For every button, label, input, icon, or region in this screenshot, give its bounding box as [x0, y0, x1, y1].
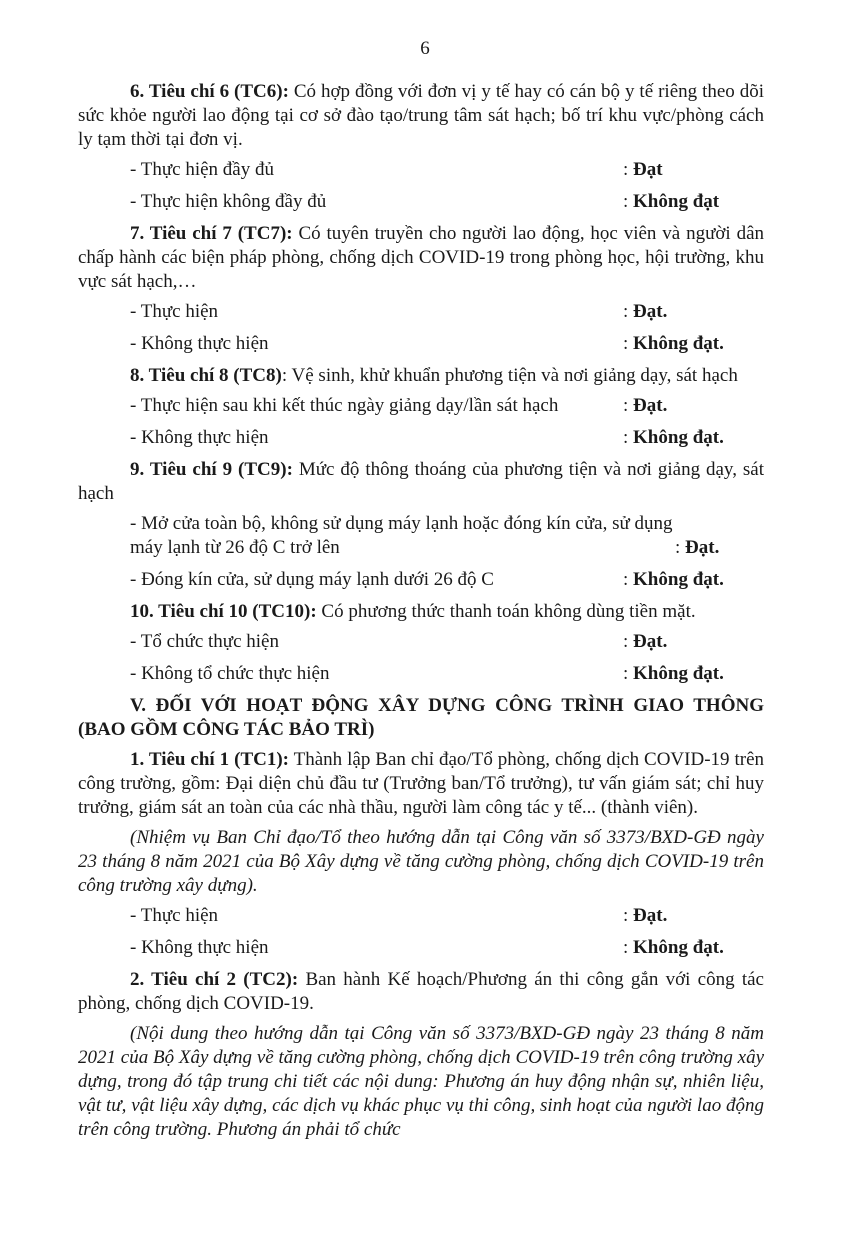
criterion-label: 7. Tiêu chí 7 (TC7):	[130, 223, 293, 244]
guidance-note: (Nhiệm vụ Ban Chỉ đạo/Tổ theo hướng dẫn tại Công văn số 3373/BXD-GĐ ngày 23 tháng 8 năm 2021 của Bộ Xây dựng về tăng cường phòng, chống dịch COVID-19 trên công trường xây dựng).	[78, 827, 764, 896]
option-separator: :	[623, 301, 634, 322]
criterion-option	[78, 662, 764, 686]
document-body	[78, 80, 764, 1148]
option-description: - Thực hiện	[130, 301, 219, 322]
criterion-text: Mức độ thông thoáng của phương tiện và nơi giảng dạy, sát hạch	[78, 459, 764, 504]
criterion-option	[78, 300, 764, 324]
option-value: Đạt.	[685, 537, 720, 558]
criterion-text: Có tuyên truyền cho người lao động, học viên và người dân chấp hành các biện pháp phòng, chống dịch COVID-19 trong phòng học, hội trường, khu vực sát hạch,…	[78, 223, 764, 292]
option-result	[623, 190, 719, 214]
option-value: Không đạt	[633, 191, 720, 212]
option-description: - Không tổ chức thực hiện	[130, 663, 330, 684]
option-separator: :	[623, 191, 634, 212]
option-result	[623, 426, 724, 450]
option-value: Không đạt.	[633, 427, 724, 448]
option-value: Đạt.	[633, 395, 668, 416]
option-value: Không đạt.	[633, 333, 724, 354]
criterion-text: Thành lập Ban chỉ đạo/Tổ phòng, chống dịch COVID-19 trên công trường, gồm: Đại diện chủ đầu tư (Trưởng ban/Tổ trưởng), tư vấn giám sát; chỉ huy trưởng, giám sát an toàn của các nhà thầu, người làm công tác y tế... (thành viên).	[78, 749, 765, 818]
criterion-paragraph	[78, 364, 764, 388]
criterion-option	[78, 394, 764, 418]
option-separator: :	[623, 937, 634, 958]
option-separator: :	[623, 427, 634, 448]
option-value: Đạt.	[633, 301, 668, 322]
guidance-note: (Nội dung theo hướng dẫn tại Công văn số 3373/BXD-GĐ ngày 23 tháng 8 năm 2021 của Bộ Xây dựng về tăng cường phòng, chống dịch COVID-19 trên công trường xây dựng, trong đó tập trung chi tiết các nội dung: Phương án huy động nhận sự, nhiên liệu, vật tư, vật liệu xây dựng, các dịch vụ khác phục vụ thi công, sinh hoạt của người lao động trên công trường. Phương án phải tổ chức	[78, 1023, 764, 1140]
option-separator: :	[623, 569, 634, 590]
option-separator: :	[623, 631, 634, 652]
option-separator: :	[623, 333, 634, 354]
option-description: - Tổ chức thực hiện	[130, 631, 279, 652]
criterion-option	[78, 630, 764, 654]
criterion-option	[78, 568, 764, 592]
option-result	[623, 904, 667, 928]
option-value: Đạt.	[633, 631, 668, 652]
option-description: - Thực hiện	[130, 905, 219, 926]
option-description: - Không thực hiện	[130, 937, 269, 958]
criterion-option	[78, 426, 764, 450]
option-description: - Thực hiện đầy đủ	[130, 159, 274, 180]
criterion-paragraph	[78, 458, 764, 506]
criterion-paragraph	[78, 748, 764, 820]
criterion-option	[78, 936, 764, 960]
criterion-paragraph	[78, 222, 764, 294]
option-description: - Đóng kín cửa, sử dụng máy lạnh dưới 26 độ C	[130, 569, 494, 590]
option-result	[623, 630, 667, 654]
option-result	[623, 936, 724, 960]
section-heading: V. ĐỐI VỚI HOẠT ĐỘNG XÂY DỰNG CÔNG TRÌNH GIAO THÔNG (BAO GỒM CÔNG TÁC BẢO TRÌ)	[78, 695, 764, 740]
option-description-tail: máy lạnh từ 26 độ C trở lên	[130, 537, 340, 558]
criterion-text: : Vệ sinh, khử khuẩn phương tiện và nơi giảng dạy, sát hạch	[281, 365, 738, 386]
option-value: Không đạt.	[633, 663, 724, 684]
option-result	[623, 332, 724, 356]
criterion-option	[78, 512, 764, 560]
criterion-option	[78, 190, 764, 214]
option-value: Đạt	[633, 159, 663, 180]
option-result	[623, 158, 663, 182]
option-separator: :	[623, 159, 634, 180]
criterion-label: 9. Tiêu chí 9 (TC9):	[130, 459, 293, 480]
option-result	[623, 536, 719, 560]
option-description: - Không thực hiện	[130, 333, 269, 354]
criterion-paragraph	[78, 80, 764, 152]
option-result	[623, 662, 724, 686]
option-description: - Mở cửa toàn bộ, không sử dụng máy lạnh hoặc đóng kín cửa, sử dụng	[130, 513, 673, 534]
option-separator: :	[623, 395, 634, 416]
criterion-option	[78, 332, 764, 356]
criterion-label: 10. Tiêu chí 10 (TC10):	[130, 601, 317, 622]
criterion-option	[78, 904, 764, 928]
criterion-label: 8. Tiêu chí 8 (TC8)	[130, 365, 282, 386]
option-continuation	[78, 536, 764, 560]
option-separator: :	[623, 663, 634, 684]
option-result	[623, 568, 724, 592]
page-number: 6	[420, 38, 430, 59]
criterion-label: 2. Tiêu chí 2 (TC2):	[130, 969, 299, 990]
option-value: Không đạt.	[633, 569, 724, 590]
criterion-label: 1. Tiêu chí 1 (TC1):	[130, 749, 289, 770]
criterion-option	[78, 158, 764, 182]
option-description: - Thực hiện không đầy đủ	[130, 191, 327, 212]
option-separator: :	[623, 905, 634, 926]
option-description: - Thực hiện sau khi kết thúc ngày giảng dạy/lần sát hạch	[130, 395, 559, 416]
criterion-paragraph	[78, 600, 764, 624]
option-separator: :	[675, 537, 686, 558]
criterion-text: Có phương thức thanh toán không dùng tiền mặt.	[316, 601, 696, 622]
criterion-label: 6. Tiêu chí 6 (TC6):	[130, 81, 289, 102]
option-value: Không đạt.	[633, 937, 724, 958]
option-result	[623, 394, 667, 418]
criterion-text: Ban hành Kế hoạch/Phương án thi công gắn với công tác phòng, chống dịch COVID-19.	[78, 969, 764, 1014]
option-description: - Không thực hiện	[130, 427, 269, 448]
option-value: Đạt.	[633, 905, 668, 926]
option-result	[623, 300, 667, 324]
criterion-paragraph	[78, 968, 764, 1016]
criterion-text: Có hợp đồng với đơn vị y tế hay có cán bộ y tế riêng theo dõi sức khỏe người lao động tại cơ sở đào tạo/trung tâm sát hạch; bố trí khu vực/phòng cách ly tạm thời tại đơn vị.	[78, 81, 764, 150]
